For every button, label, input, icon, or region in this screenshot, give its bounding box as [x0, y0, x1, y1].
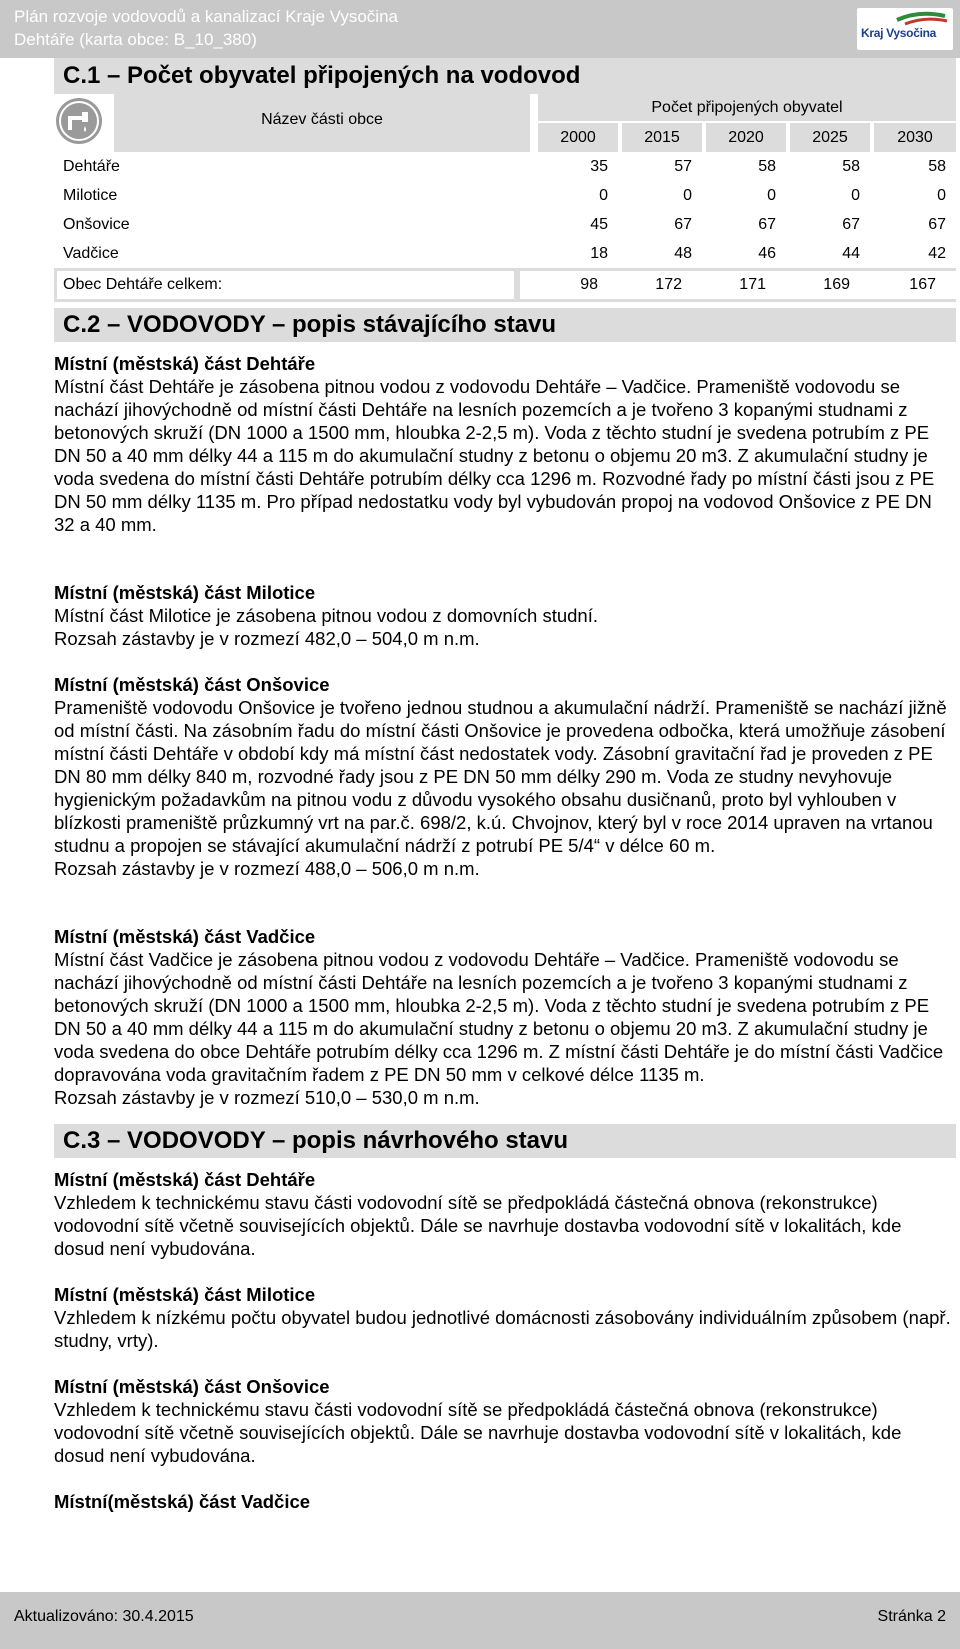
- row-value: 58: [758, 158, 776, 175]
- section-c2-heading: C.2 – VODOVODY – popis stávajícího stavu: [54, 308, 956, 342]
- total-label: Obec Dehtáře celkem:: [63, 276, 223, 293]
- block-title: Místní (městská) část Milotice: [54, 1284, 316, 1305]
- page-number: Stránka 2: [877, 1608, 946, 1625]
- block-title: Místní (městská) část Dehtáře: [54, 353, 316, 374]
- kraj-vysocina-logo: [857, 8, 953, 50]
- row-value: 57: [674, 158, 692, 175]
- table-row: [54, 181, 956, 210]
- table-row: [54, 210, 956, 239]
- row-value: 67: [758, 216, 776, 233]
- section-c2-block: [54, 352, 956, 536]
- column-header-year: 2025: [790, 123, 870, 152]
- section-c3-block: [54, 1168, 956, 1260]
- row-value: 48: [674, 245, 692, 262]
- block-text-extent: Rozsah zástavby je v rozmezí 482,0 – 504,0 m n.m.: [54, 628, 480, 649]
- block-title: Místní (městská) část Onšovice: [54, 674, 330, 695]
- row-value: 67: [842, 216, 860, 233]
- total-value: 172: [655, 276, 682, 293]
- section-c3-block: [54, 1490, 956, 1513]
- block-text: Prameniště vodovodu Onšovice je tvořeno jednou studnou a akumulační nádrží. Prameniště se nachází jižně od místní části. Na zásobním řadu do místní části Onšovice je provedena odbočka, která umožňuje zásobení místní části Dehtáře v období kdy má místní část nedostatek vody. Zásobní gravitační řad je proveden z PE DN 80 mm délky 840 m, rozvodné řady jsou z PE DN 50 mm délky 290 m. Voda ze studny nevyhovuje hygienickým požadavkům na pitnou vodu z důvodu vysokého obsahu dusičnanů, proto byl vyhlouben v blízkosti prameniště průzkumný vrt na par.č. 698/2, k.ú. Chvojnov, který byl v roce 2014 upraven na vrtanou studnu a propojen se stávající akumulační nádrží z potrubí PE 5/4“ v délce 60 m.: [54, 697, 947, 856]
- total-values-cell: [520, 271, 956, 299]
- block-text: Vzhledem k technickému stavu části vodovodní sítě se předpokládá částečná obnova (rekonstrukce) vodovodní sítě včetně souvisejících objektů. Dále se navrhuje dostavba vodovodní sítě v lokalitách, kde dosud není vybudována.: [54, 1192, 902, 1259]
- table-row: [54, 152, 956, 181]
- block-text: Vzhledem k nízkému počtu obyvatel budou jednotlivé domácnosti zásobovány individuálním způsobem (např. studny, vrty).: [54, 1307, 951, 1351]
- row-name: Vadčice: [63, 245, 119, 262]
- block-text: Vzhledem k technickému stavu části vodovodní sítě se předpokládá částečná obnova (rekonstrukce) vodovodní sítě včetně souvisejících objektů. Dále se navrhuje dostavba vodovodní sítě v lokalitách, kde dosud není vybudována.: [54, 1399, 902, 1466]
- row-value: 18: [590, 245, 608, 262]
- block-title: Místní (městská) část Onšovice: [54, 1376, 330, 1397]
- total-value: 167: [909, 276, 936, 293]
- section-c2-block: [54, 581, 956, 650]
- section-c3-block: [54, 1375, 956, 1467]
- block-text: Místní část Vadčice je zásobena pitnou vodou z vodovodu Dehtáře – Vadčice. Prameniště vodovodu se nachází jihovýchodně od místní části Dehtáře na lesních pozemcích a je tvořeno 3 kopanými studnami z betonových skruží (DN 1000 a 1500 mm, hloubka 2-2,5 m). Voda z těchto studní je svedena potrubím z PE DN 50 a 40 mm délky 44 a 115 m do akumulační studny z betonu o objemu 20 m3. Z akumulační studny je voda svedena do obce Dehtáře potrubím délky cca 1296 m. Z místní části Dehtáře je do místní části Vadčice dopravována voda gravitačním řadem z PE DN 50 mm v celkové délce 1135 m.: [54, 949, 944, 1085]
- updated-date: Aktualizováno: 30.4.2015: [14, 1608, 194, 1625]
- row-value: 0: [767, 187, 776, 204]
- row-value: 35: [590, 158, 608, 175]
- block-text-extent: Rozsah zástavby je v rozmezí 488,0 – 506,0 m n.m.: [54, 858, 480, 879]
- block-title: Místní (městská) část Dehtáře: [54, 1169, 316, 1190]
- row-value: 46: [758, 245, 776, 262]
- block-text-extent: Rozsah zástavby je v rozmezí 510,0 – 530,0 m n.m.: [54, 1087, 480, 1108]
- total-value: 98: [580, 276, 598, 293]
- block-text: Místní část Milotice je zásobena pitnou vodou z domovních studní.: [54, 605, 598, 626]
- section-c3-block: [54, 1283, 956, 1352]
- column-header-year: 2000: [538, 123, 618, 152]
- page-header: [0, 0, 960, 58]
- row-value: 67: [928, 216, 946, 233]
- row-value: 67: [674, 216, 692, 233]
- table-total-row: [54, 268, 956, 302]
- column-header-year: 2015: [622, 123, 702, 152]
- column-header-year: 2030: [874, 123, 956, 152]
- row-name: Onšovice: [63, 216, 130, 233]
- total-label-cell: [57, 271, 514, 299]
- block-title: Místní (městská) část Vadčice: [54, 926, 316, 947]
- row-value: 0: [599, 187, 608, 204]
- row-value: 58: [928, 158, 946, 175]
- column-header-name: Název části obce: [114, 94, 530, 152]
- row-value: 0: [937, 187, 946, 204]
- row-value: 0: [683, 187, 692, 204]
- row-name: Dehtáře: [63, 158, 120, 175]
- page-footer: [0, 1592, 960, 1649]
- section-c2-block: [54, 673, 956, 880]
- section-c3-heading: C.3 – VODOVODY – popis návrhového stavu: [54, 1124, 956, 1158]
- total-value: 169: [823, 276, 850, 293]
- block-text: Místní část Dehtáře je zásobena pitnou vodou z vodovodu Dehtáře – Vadčice. Prameniště vodovodu se nachází jihovýchodně od místní části Dehtáře na lesních pozemcích a je tvořeno 3 kopanými studnami z betonových skruží (DN 1000 a 1500 mm, hloubka 2-2,5 m). Voda z těchto studní je svedena potrubím z PE DN 50 a 40 mm délky 44 a 115 m do akumulační studny z betonu o objemu 20 m3. Z akumulační studny je voda svedena do místní části Dehtáře potrubím délky cca 1296 m. Rozvodné řady po místní části jsou z PE DN 50 mm délky 1135 m. Pro případ nedostatku vody byl vybudován propoj na vodovod Onšovice z PE DN 32 a 40 mm.: [54, 376, 935, 535]
- document-subtitle: Dehtáře (karta obce: B_10_380): [14, 30, 257, 49]
- row-value: 58: [842, 158, 860, 175]
- water-tap-icon: [54, 96, 104, 146]
- total-value: 171: [739, 276, 766, 293]
- document-title: Plán rozvoje vodovodů a kanalizací Kraje Vysočina: [14, 7, 398, 26]
- row-value: 44: [842, 245, 860, 262]
- row-name: Milotice: [63, 187, 118, 204]
- row-value: 42: [928, 245, 946, 262]
- section-c1-heading: C.1 – Počet obyvatel připojených na vodovod: [54, 58, 956, 94]
- table-row: [54, 239, 956, 268]
- block-title: Místní (městská) část Milotice: [54, 582, 316, 603]
- section-c2-block: [54, 925, 956, 1109]
- row-value: 45: [590, 216, 608, 233]
- block-title: Místní(městská) část Vadčice: [54, 1491, 311, 1512]
- logo-text: Kraj Vysočina: [861, 26, 937, 40]
- row-value: 0: [851, 187, 860, 204]
- column-header-year: 2020: [706, 123, 786, 152]
- column-group-header: Počet připojených obyvatel: [538, 94, 956, 121]
